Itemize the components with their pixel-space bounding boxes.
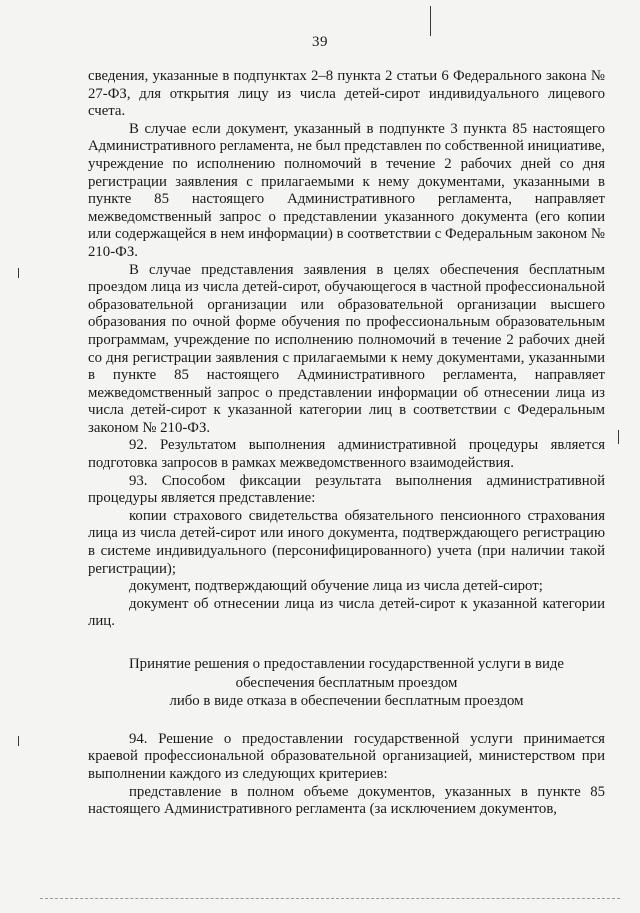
paragraph: В случае представления заявления в целях обеспечения бесплатным проездом лица из числа детей-сирот, обучающегося в частной профессиональной образовательной организации или образовательной организации высшего образования по очной форме обучения по профессиональным образовательным программам, учреждение по исполнению полномочий в течение 2 рабочих дней со дня регистрации заявления с прилагаемыми к нему документами, указанными в пункте 85 настоящего Административного регламента, направляет межведомственный запрос о представлении информации об отнесении лица из числа детей-сирот к указанной категории лиц в соответствии с Федеральным законом № 210-ФЗ. — [88, 261, 605, 436]
paragraph-item-94: 94. Решение о предоставлении государственной услуги принимается краевой профессиональной образовательной организацией, министерством при выполнении каждого из следующих критериев: — [88, 730, 605, 782]
section-heading — [88, 655, 605, 711]
scan-mark — [618, 430, 619, 444]
section-heading-line: обеспечения бесплатным проездом — [235, 674, 458, 691]
page-number: 39 — [312, 34, 328, 50]
paragraph: представление в полном объеме документов, указанных в пункте 85 настоящего Административного регламента (за исключением документов, — [88, 783, 605, 818]
paragraph-item-92: 92. Результатом выполнения административной процедуры является подготовка запросов в рамках межведомственного взаимодействия. — [88, 437, 605, 472]
body-text — [88, 68, 605, 819]
section-heading-line: либо в виде отказа в обеспечении бесплатным проездом — [169, 693, 524, 710]
scan-edge — [40, 898, 620, 900]
scan-mark — [18, 268, 19, 278]
section-heading-line: Принятие решения о предоставлении государственной услуги в виде — [129, 656, 564, 672]
scan-mark — [18, 736, 19, 746]
paragraph: документ об отнесении лица из числа детей-сирот к указанной категории лиц. — [88, 595, 605, 630]
paragraph: сведения, указанные в подпунктах 2–8 пункта 2 статьи 6 Федерального закона № 27-ФЗ, для открытия лицу из числа детей-сирот индивидуального лицевого счета. — [88, 68, 605, 120]
scan-mark — [430, 6, 431, 36]
paragraph: копии страхового свидетельства обязательного пенсионного страхования лица из числа детей-сирот или иного документа, подтверждающего регистрацию в системе индивидуального (персонифицированного) учета (при наличии такой регистрации); — [88, 507, 605, 577]
paragraph-item-93: 93. Способом фиксации результата выполнения административной процедуры является представление: — [88, 472, 605, 507]
paragraph: В случае если документ, указанный в подпункте 3 пункта 85 настоящего Административного регламента, не был представлен по собственной инициативе, учреждение по исполнению полномочий в течение 2 рабочих дней со дня регистрации заявления с прилагаемыми к нему документами, указанными в пункте 85 настоящего Административного регламента, направляет межведомственный запрос о представлении указанного документа (его копии или содержащейся в нем информации) в соответствии с Федеральным законом № 210-ФЗ. — [88, 120, 605, 260]
paragraph: документ, подтверждающий обучение лица из числа детей-сирот; — [129, 578, 543, 595]
